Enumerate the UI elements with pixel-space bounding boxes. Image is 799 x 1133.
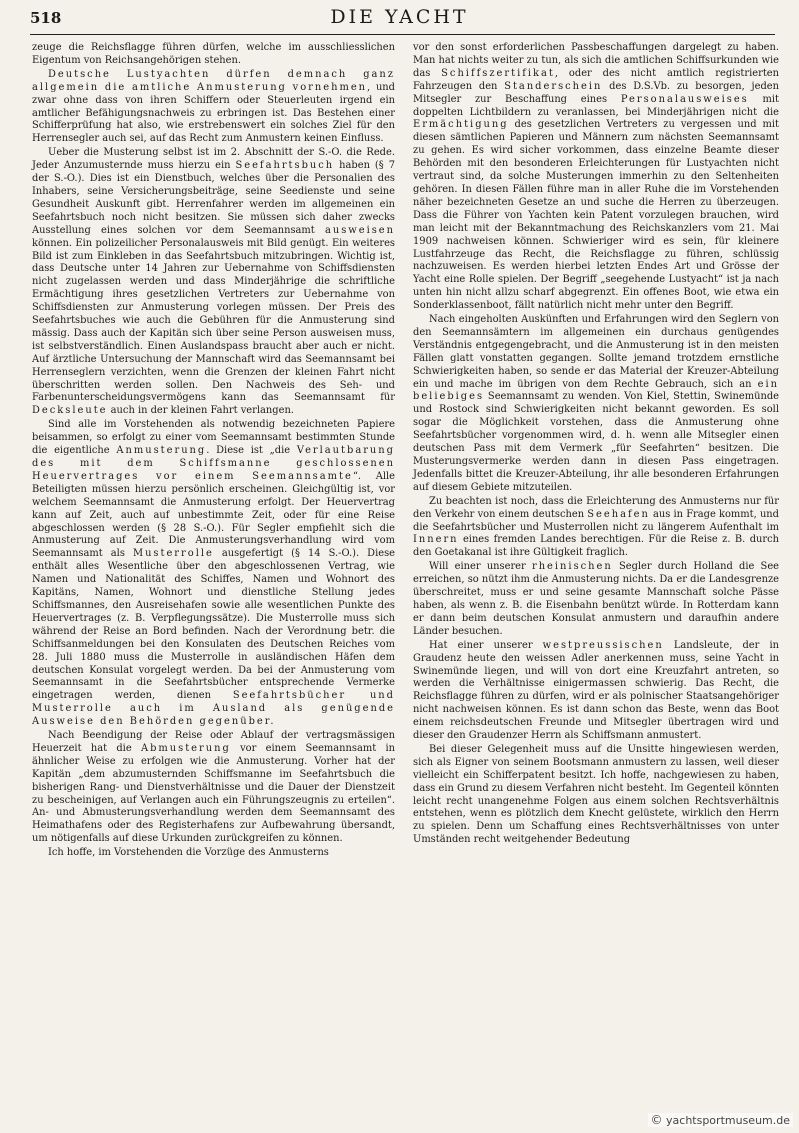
watermark xyxy=(648,1113,793,1127)
paragraph-text: des gesetzlichen Vertreters zu vergessen und mit diesen sämtlichen Papieren und Männern zum nächsten Seemannsamt zu gehen. Es wird sicher vorkommen, dass einzelne Beamte dieser Behörden mit den besonderen Erleichterungen für Lustyachten nicht vertraut sind, da solche Musterungen immerhin zu den Seltenheiten gehören. In diesen Fällen führe man in aller Ruhe die im Vorstehenden näher bezeichneten Gesetze an und suche die Herren zu überzeugen. Dass die Führer von Yachten kein Patent vorzulegen brauchen, wird man leicht mit der Bekanntmachung des Reichskanzlers vom 21. Mai 1909 nachweisen können. Schwieriger wird es sein, für kleinere Lustfahrzeuge das Recht, die Reichsflagge zu führen, schlüssig nachzuweisen. Es werden hierbei letzten Endes Art und Grösse der Yacht eine Rolle spielen. Der Begriff „seegehende Lustyacht“ ist ja nach unten hin nicht allzu scharf abgegrenzt. Ein offenes Boot, wie etwa ein Sonderklassenboot, fällt natürlich nicht mehr unter den Begriff. xyxy=(413,119,779,312)
spaced-emphasis: Musterrolle xyxy=(132,548,214,560)
paragraph xyxy=(32,419,395,729)
spaced-emphasis: Anmusterung xyxy=(116,445,207,457)
paragraph-text: haben (§ 7 der S.-O.). Dies ist ein Dienstbuch, welches über die Personalien des Inhabers, seine Versicherungsbeiträge, seine Seedienste und seine Gesundheit Auskunft gibt. Herrenfahrer werden im allgemeinen ein Seefahrtsbuch noch nicht besitzen. Sie müssen sich daher zwecks Ausstellung eines solchen vor dem Seemannsamt xyxy=(32,160,396,236)
spaced-emphasis: rheinischen xyxy=(531,561,613,573)
right-column xyxy=(413,42,779,847)
paragraph xyxy=(32,147,395,418)
spaced-emphasis: Innern xyxy=(413,534,459,546)
paragraph-text: Hat einer unserer xyxy=(429,639,543,651)
copyright-icon: © xyxy=(650,1113,663,1127)
page-number: 518 xyxy=(30,9,62,27)
spaced-emphasis: Standerschein xyxy=(504,80,603,92)
spaced-emphasis: Personalausweises xyxy=(620,93,749,105)
paragraph-text: Segler durch Holland die See erreichen, so nützt ihm die Anmusterung nichts. Da er die Landesgrenze überschreitet, muss er und seine gesamte Mannschaft solche Pässe haben, als wenn z. B. die Eisenbahn benützt würde. In Rotterdam kann er dann beim deutschen Konsulat anmustern und daraufhin andere Länder besuchen. xyxy=(413,561,780,637)
spaced-emphasis: ausweisen xyxy=(324,224,395,236)
spaced-emphasis: Seehafen xyxy=(587,508,650,520)
watermark-text: yachtsportmuseum.de xyxy=(666,1114,790,1127)
spaced-emphasis: Ermächtigung xyxy=(413,119,509,131)
paragraph-text: Ueber die Musterung selbst ist im 2. Abschnitt der S.-O. die Rede. Jeder Anzumusternde muss hierzu ein xyxy=(32,147,395,172)
paragraph-text: , oder des nicht amtlich registrierten Fahrzeugen den xyxy=(413,67,779,92)
paragraph-text: eines fremden Landes berechtigen. Für die Reise z. B. durch den Goetakanal ist ihre Gültigkeit fraglich. xyxy=(413,534,779,559)
paragraph-text: Nach eingeholten Auskünften und Erfahrungen wird den Seglern von den Seemannsämtern im allgemeinen ein durchaus genügendes Verständnis entgegengebracht, und die Anmusterung ist in den meisten Fällen glatt vonstatten gegangen. Sollte jemand trotzdem ernstliche Schwierigkeiten haben, so sende er das Material der Kreuzer-Abteilung ein und mache im übrigen von dem Rechte Gebrauch, sich an xyxy=(413,314,779,390)
spaced-emphasis: ein beliebiges xyxy=(413,378,779,403)
paragraph-text: auch in der kleinen Fahrt verlangen. xyxy=(107,405,294,417)
paragraph xyxy=(413,640,779,743)
spaced-emphasis: Decksleute xyxy=(32,405,108,417)
paragraph-text: ausgefertigt (§ 14 S.-O.). Diese enthält alles Wesentliche über den abgeschlossenen Vertrag, wie Namen und Nationalität des Schiffes, Namen und Wohnort des Kapitäns, Namen, Wohnort und dienstliche Stellung jedes Schiffsmannes, den Ausreisehafen sowie alle wesentlichen Punkte des Heuervertrages (z. B. Verpflegungssätze). Die Musterrolle muss sich während der Reise an Bord befinden. Nach der Verordnung betr. die Schiffsanmeldungen bei den Konsulaten des Deutschen Reiches vom 28. Juli 1880 muss die Musterrolle in ausländischen Häfen dem deutschen Konsulat vorgelegt werden. Da bei der Anmusterung vom Seemannsamt in die Seefahrtsbücher entsprechende Vermerke eingetragen werden, dienen xyxy=(32,548,395,702)
paragraph-text: Landsleute, der in Graudenz heute den weissen Adler anerkennen muss, seine Yacht in Swinemünde liegen, und will von dort eine Kreuzfahrt antreten, so werden die Verhältnisse einigermassen schwierig. Das Recht, die Reichsflagge führen zu dürfen, wird er als polnischer Staatsangehöriger nicht nachweisen können. Es ist dann schon das Beste, wenn das Boot einem reichsdeutschen Freunde und Mitsegler übertragen wird und dieser den Graudenzer Herrn als Schiffsmann anmustert. xyxy=(413,639,779,742)
paragraph-text: vor den sonst erforderlichen Passbeschaffungen dargelegt zu haben. Man hat nichts weiter zu tun, als sich die amtlichen Schiffsurkunden wie das xyxy=(413,42,779,79)
spaced-emphasis: Deutsche Lustyachten dürfen demnach ganz allgemein die amtliche Anmusterung vornehmen, xyxy=(32,68,395,93)
header-rule xyxy=(30,34,775,35)
running-title: DIE YACHT xyxy=(330,6,469,28)
paragraph xyxy=(413,496,779,561)
paragraph-text: mit doppelten Lichtbildern zu veranlassen, bei Minderjährigen nicht die xyxy=(413,93,780,118)
paragraph xyxy=(413,561,779,638)
paragraph-text: und zwar ohne dass von ihren Schiffern oder Steuerleuten irgend ein amtlicher Befähigungsnachweis zu erbringen ist. Das Bestehen einer Schifferprüfung hat also, wie erstrebenswert ein solches Ziel für den Herrensegler auch sei, auf das Recht zum Anmustern keinen Einfluss. xyxy=(32,81,395,145)
spaced-emphasis: Verlautbarung des mit dem Schiffsmanne geschlossenen Heuervertrages vor einem Seemannsamte xyxy=(32,445,395,482)
spaced-emphasis: westpreussischen xyxy=(542,639,664,651)
paragraph-text: . Diese ist „die xyxy=(206,445,297,457)
paragraph-text: Nach Beendigung der Reise oder Ablauf der vertragsmässigen Heuerzeit hat die xyxy=(32,730,395,754)
paragraph-text: vor einem Seemannsamt in ähnlicher Weise zu erfolgen wie die Anmusterung. Vorher hat der Kapitän „dem abzumusternden Schiffsmanne im Seefahrtsbuch die bisherigen Rang- und Dienstverhältnisse und die Dauer der Dienstzeit zu bescheinigen, auf Verlangen auch ein Führungszeugnis zu erteilen“. An- und Abmusterungsverhandlung werden dem Seemannsamt des Heimathafens oder des Registerhafens zur Aufbewahrung übersandt, um nötigenfalls auf diese Urkunden zurückgreifen zu können. xyxy=(32,742,395,845)
paragraph xyxy=(32,730,395,846)
paragraph-text: Seemannsamt zu wenden. Von Kiel, Stettin, Swinemünde und Rostock sind Schwierigkeiten nicht bekannt geworden. Es soll sogar die Möglichkeit vorstehen, dass die Anmusterung ohne Seefahrtsbücher vorgenommen wird, d. h. wenn alle Mitsegler einen deutschen Pass mit dem Vermerk „für Seefahrten“ besitzen. Die Musterungsvermerke werden dann in diesen Pass eingetragen. Jedenfalls bittet die Kreuzer-Abteilung, ihr alle besonderen Erfahrungen auf diesem Gebiete mitzuteilen. xyxy=(413,391,779,493)
spaced-emphasis: Schiffszertifikat xyxy=(441,67,555,79)
spaced-emphasis: Abmusterung xyxy=(140,742,231,754)
paragraph-text: “. Alle Beteiligten müssen hierzu persönlich erscheinen. Gleichgültig ist, vor welchem Seemannsamt die Anmusterung erfolgt. Der Heuervertrag kann auf Zeit, auch auf unbestimmte Zeit, oder für eine Reise abgeschlossen werden (§ 28 S.-O.). Für Segler empfiehlt sich die Anmusterung auf Zeit. Die Anmusterungsverhandlung wird vom Seemannsamt als xyxy=(32,470,395,560)
spaced-emphasis: Seefahrtsbücher und Musterrolle auch im Ausland als genügende Ausweise den Behörden gegenüber. xyxy=(32,690,395,728)
spaced-emphasis: Seefahrtsbuch xyxy=(235,160,335,172)
paragraph-text: können. Ein polizeilicher Personalausweis mit Bild genügt. Ein weiteres Bild ist zum Einkleben in das Seefahrtsbuch mitzubringen. Wichtig ist, dass Deutsche unter 14 Jahren zur Uebernahme von Schiffsdiensten nicht zugelassen werden und dass Minderjährige die schriftliche Ermächtigung ihres gesetzlichen Vertreters zur Uebernahme von Schiffsdiensten zur Anmusterung vorlegen müssen. Der Preis des Seefahrtsbuches wie auch die Gebühren für die Anmusterung sind mässig. Dass auch der Kapitän sich über seine Person ausweisen muss, ist selbstverständlich. Einen Auslandspass braucht aber auch er nicht. Auf ärztliche Untersuchung der Mannschaft wird das Seemannsamt bei Herrenseglern verzichten, wenn die Grenzen der kleinen Fahrt nicht überschritten werden sollen. Den Nachweis des Seh- und Farbenunterscheidungsvermögens kann das Seemannsamt für xyxy=(32,237,395,404)
paragraph-text: aus in Frage kommt, und die Seefahrtsbücher und Musterrollen nicht zu längerem Aufenthalt im xyxy=(413,508,779,533)
paragraph: zeuge die Reichsflagge führen dürfen, welche im ausschliesslichen Eigentum von Reichsangehörigen stehen. xyxy=(32,42,395,66)
left-column xyxy=(32,42,395,860)
paragraph-text: des D.S.Vb. zu besorgen, jeden Mitsegler zur Beschaffung eines xyxy=(413,80,779,105)
paragraph xyxy=(413,314,779,495)
paragraph xyxy=(413,42,779,313)
paragraph: Bei dieser Gelegenheit muss auf die Unsitte hingewiesen werden, sich als Eigner von seinem Bootsmann anmustern zu lassen, weil dieser vielleicht ein Schifferpatent besitzt. Ich hoffe, nachgewiesen zu haben, dass ein Grund zu diesem Verfahren nicht besteht. Im Gegenteil könnten leicht recht unangenehme Folgen aus einem solchen Rechtsverhältnis entstehen, wenn es plötzlich dem Knecht gelüstete, wirklich den Herrn zu spielen. Denn um Schaffung eines Rechtsverhältnisses von unter Umständen recht weitgehender Bedeutung xyxy=(413,743,779,846)
paragraph-text: Will einer unserer xyxy=(429,561,532,573)
paragraph-text: Zu beachten ist noch, dass die Erleichterung des Anmusterns nur für den Verkehr von einem deutschen xyxy=(413,495,779,520)
paragraph-text: Sind alle im Vorstehenden als notwendig bezeichneten Papiere beisammen, so erfolgt zu einer vom Seemannsamt bestimmten Stunde die eigentliche xyxy=(32,419,395,457)
paragraph xyxy=(32,69,395,146)
paragraph: Ich hoffe, im Vorstehenden die Vorzüge des Anmusterns xyxy=(48,847,329,859)
